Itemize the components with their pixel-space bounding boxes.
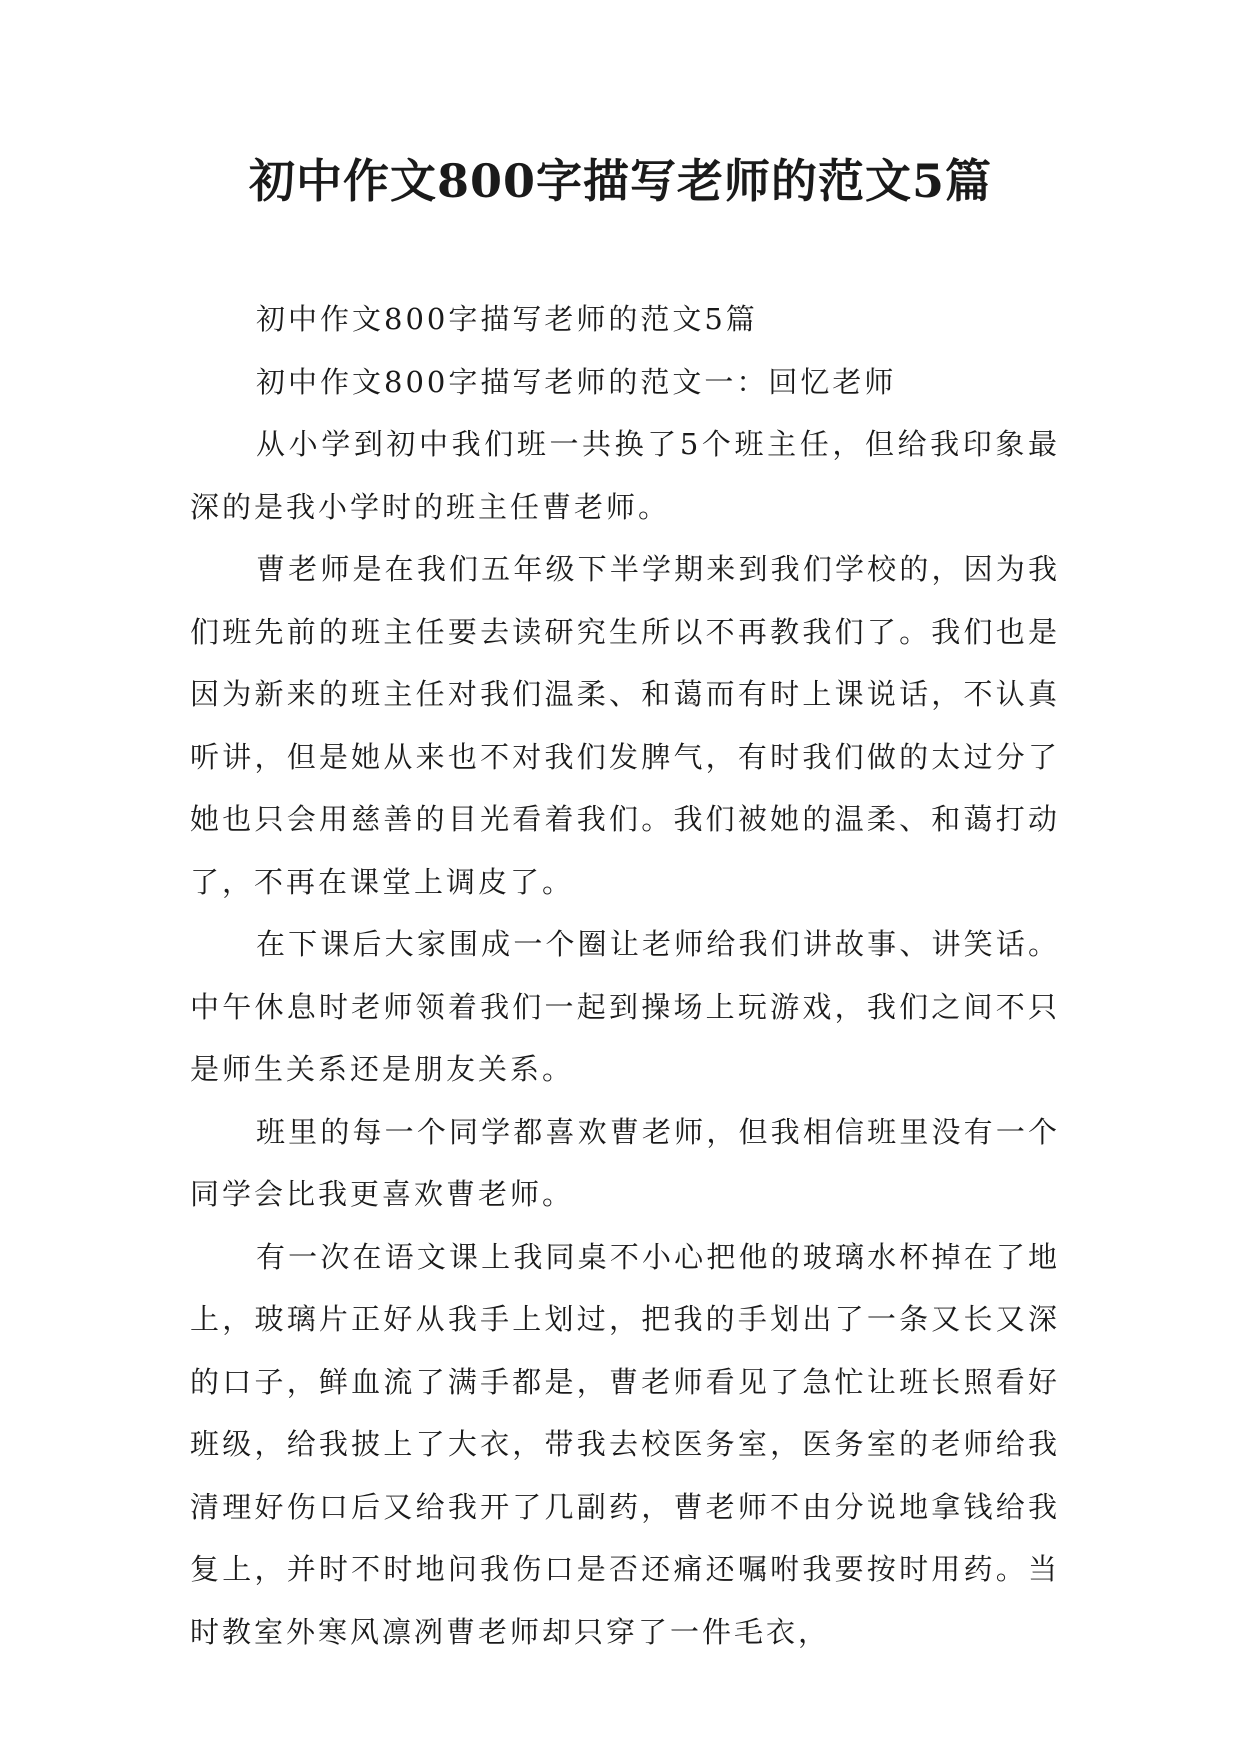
paragraph-subtitle: 初中作文800字描写老师的范文5篇: [256, 302, 758, 336]
paragraph: 班里的每一个同学都喜欢曹老师，但我相信班里没有一个同学会比我更喜欢曹老师。: [190, 1114, 1060, 1211]
paragraph: 有一次在语文课上我同桌不小心把他的玻璃水杯掉在了地上，玻璃片正好从我手上划过，把我的手划出了一条又长又深的口子，鲜血流了满手都是，曹老师看见了急忙让班长照看好班级，给我披上了大衣，带我去校医务室，医务室的老师给我清理好伤口后又给我开了几副药，曹老师不由分说地拿钱给我复上，并时不时地问我伤口是否还痛还嘱咐我要按时用药。当时教室外寒风凛冽曹老师却只穿了一件毛衣，: [190, 1239, 1060, 1649]
document-title: 初中作文800字描写老师的范文5篇: [248, 154, 993, 208]
paragraph: 在下课后大家围成一个圈让老师给我们讲故事、讲笑话。中午休息时老师领着我们一起到操场上玩游戏，我们之间不只是师生关系还是朋友关系。: [190, 927, 1060, 1086]
paragraph: 从小学到初中我们班一共换了5个班主任，但给我印象最深的是我小学时的班主任曹老师。: [190, 427, 1060, 524]
paragraph: 曹老师是在我们五年级下半学期来到我们学校的，因为我们班先前的班主任要去读研究生所以不再教我们了。我们也是因为新来的班主任对我们温柔、和蔼而有时上课说话，不认真听讲，但是她从来也不对我们发脾气，有时我们做的太过分了她也只会用慈善的目光看着我们。我们被她的温柔、和蔼打动了，不再在课堂上调皮了。: [190, 552, 1060, 899]
document-body: [190, 288, 1060, 1663]
paragraph-essay-heading: 初中作文800字描写老师的范文一：回忆老师: [256, 364, 897, 399]
